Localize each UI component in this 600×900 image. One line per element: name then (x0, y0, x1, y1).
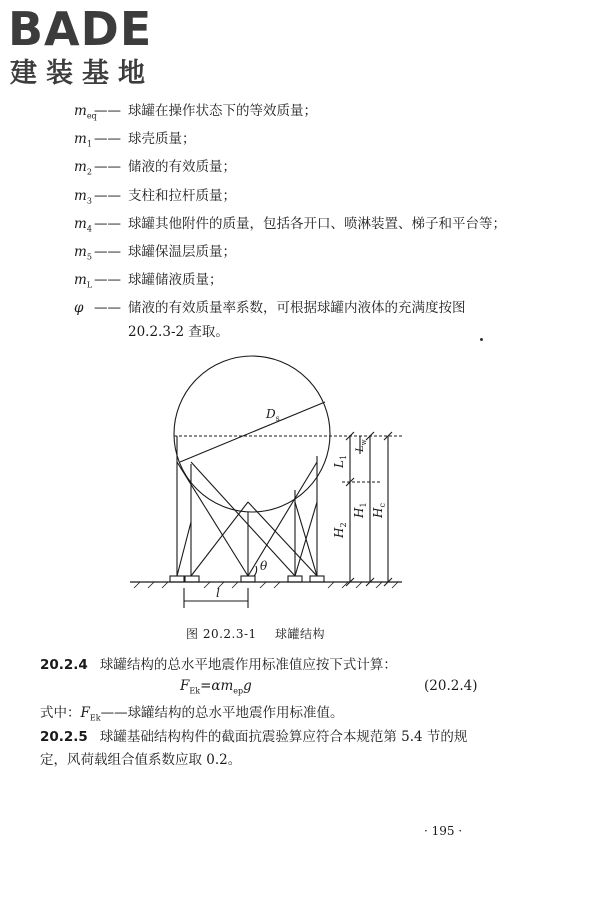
definition-text: 储液的有效质量率系数，可根据球罐内液体的充满度按图 20.2.3-2 查取。 (128, 300, 466, 340)
ground-hatching (134, 582, 398, 588)
h1-label: $H_1$ (352, 502, 368, 518)
dash-separator: —— (94, 103, 121, 119)
dash-separator: —— (94, 300, 121, 317)
formula-number: (20.2.4) (424, 678, 478, 694)
spherical-tank-diagram (120, 352, 410, 614)
dash-separator: —— (94, 215, 121, 232)
brace (177, 522, 191, 576)
dash-separator: —— (94, 243, 121, 260)
definition-item (74, 213, 514, 241)
definition-item (74, 241, 514, 269)
brace (177, 462, 248, 576)
base-plate (185, 576, 199, 582)
brace (248, 502, 317, 576)
definition-item (74, 100, 514, 128)
definition-item (74, 297, 514, 344)
definition-item (74, 269, 514, 297)
formula-expression: $F_{Ek}=\alpha m_{ep}g$ (180, 678, 252, 696)
brace (248, 462, 317, 576)
definition-item (74, 156, 514, 184)
page-number: · 195 · (424, 824, 463, 838)
dash-separator: —— (94, 159, 121, 176)
definition-text: 球罐在操作状态下的等效质量； (128, 103, 317, 119)
formula (180, 678, 480, 696)
definition-text: 球罐储液质量； (128, 272, 223, 289)
definition-symbol: $m_1$ (74, 131, 92, 149)
brace (191, 462, 295, 576)
diameter-label: $D_s$ (266, 407, 280, 423)
base-plate (310, 576, 324, 582)
diameter-line (180, 402, 325, 462)
definition-symbol: $m_5$ (74, 243, 92, 262)
definition-text: 球壳质量； (128, 131, 196, 148)
formula-note: 式中：$F_{Ek}——$球罐结构的总水平地震作用标准值。 (40, 705, 344, 723)
hc-label: $H_c$ (371, 503, 387, 518)
caption-title: 球罐结构 (275, 627, 326, 641)
definition-list (74, 100, 514, 344)
margin-dot (480, 338, 483, 341)
spacing-label: l (216, 586, 220, 600)
dash-separator: —— (94, 272, 121, 289)
dash-separator: —— (94, 131, 121, 148)
section-text: 球罐结构的总水平地震作用标准值应按下式计算： (99, 657, 397, 673)
definition-symbol: $m_{eq}$ (74, 103, 97, 121)
l1-label: $L_1$ (332, 454, 348, 468)
logo-wordmark: BADE (8, 2, 153, 56)
definition-item (74, 128, 514, 156)
base-plate (241, 576, 255, 582)
definition-symbol: φ (74, 300, 84, 317)
definition-symbol: $m_L$ (74, 272, 93, 290)
definition-text: 球罐其他附件的质量，包括各开口、喷淋装置、梯子和平台等； (128, 215, 506, 232)
figure-caption (186, 625, 325, 642)
logo (8, 4, 178, 94)
definition-symbol: $m_4$ (74, 215, 92, 234)
caption-number: 图 20.2.3-1 (186, 627, 257, 641)
section-20-2-4 (40, 654, 480, 677)
brace (191, 502, 248, 576)
section-20-2-5 (40, 726, 480, 772)
section-text: 球罐基础结构构件的截面抗震验算应符合本规范第 5.4 节的规定，风荷载组合值系数应取 0.2。 (40, 729, 468, 768)
definition-symbol: $m_3$ (74, 187, 92, 206)
lw-label: $L_w$ (355, 439, 368, 452)
base-plate (288, 576, 302, 582)
definition-symbol: $m_2$ (74, 159, 92, 178)
section-number: 20.2.5 (40, 729, 88, 745)
definition-text: 球罐保温层质量； (128, 243, 236, 260)
section-number: 20.2.4 (40, 657, 88, 673)
logo-subtitle: 建装基地 (10, 58, 154, 89)
tank-sphere (174, 356, 330, 512)
h2-label: $H_2$ (332, 522, 348, 538)
definition-item (74, 185, 514, 213)
definition-text: 支柱和拉杆质量； (128, 187, 236, 204)
definition-text: 储液的有效质量； (128, 159, 236, 176)
dash-separator: —— (94, 187, 121, 204)
base-plate (170, 576, 184, 582)
theta-label: θ (260, 559, 268, 573)
theta-arc (254, 566, 257, 576)
